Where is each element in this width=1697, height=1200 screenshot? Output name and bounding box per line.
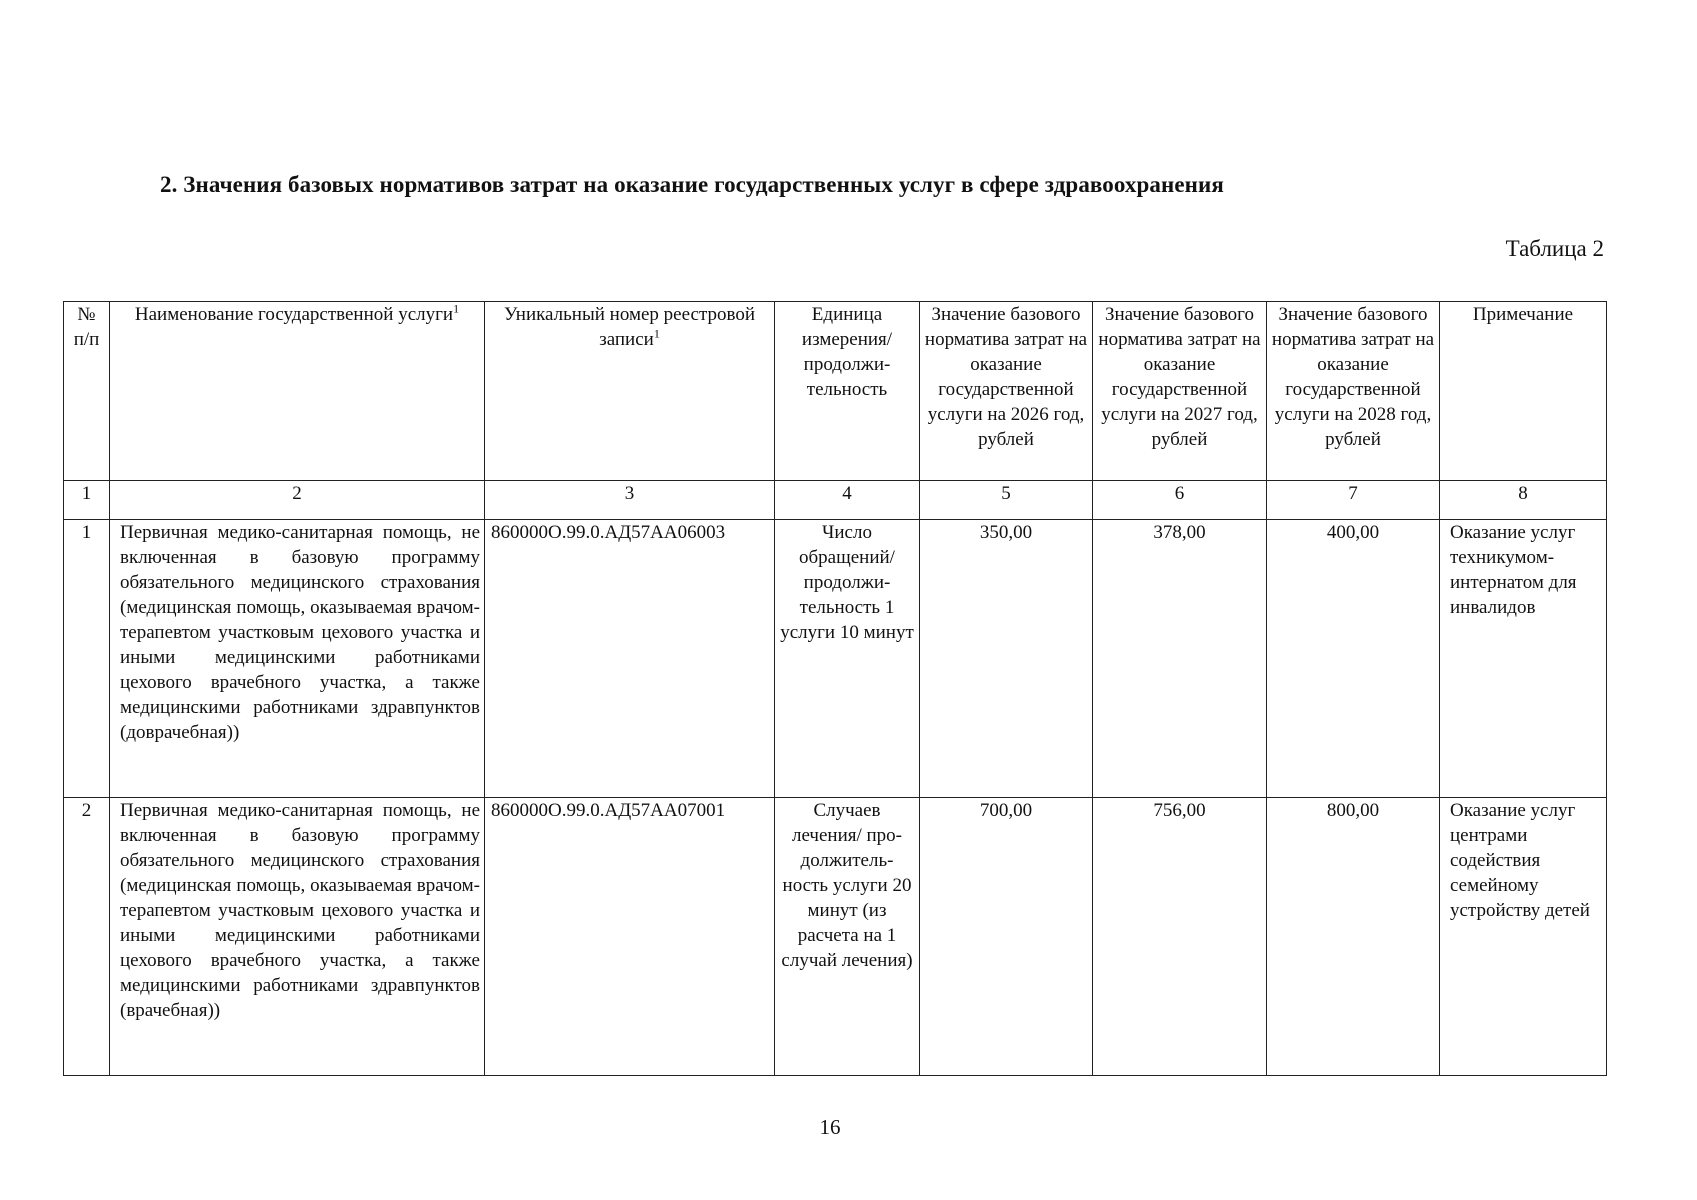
table-row bbox=[64, 798, 1607, 1076]
note: Оказание услуг центрами содействия семейному устройству детей bbox=[1440, 798, 1607, 1076]
service-name: Первичная медико-санитарная помощь, не включенная в базовую программу обязательного медицинского страхования (медицинская помощь, оказываемая врачом-терапевтом участковым цехового участка и иными медицинскими работниками цехового врачебного участка, а также медицинскими работниками здравпунктов (доврачебная)) bbox=[110, 520, 485, 798]
column-number: 4 bbox=[775, 481, 920, 520]
registry-number: 860000О.99.0.АД57АА06003 bbox=[485, 520, 775, 798]
column-number: 6 bbox=[1093, 481, 1267, 520]
column-number: 7 bbox=[1267, 481, 1440, 520]
unit-of-measure: Число обращений/ продолжи-тельность 1 услуги 10 минут bbox=[775, 520, 920, 798]
header-value-2026: Значение базового норматива затрат на оказание государственной услуги на 2026 год, рублей bbox=[920, 302, 1093, 481]
header-value-2028: Значение базового норматива затрат на оказание государственной услуги на 2028 год, рублей bbox=[1267, 302, 1440, 481]
registry-number: 860000О.99.0.АД57АА07001 bbox=[485, 798, 775, 1076]
header-registry-number: Уникальный номер реестровой записи$^1$ bbox=[485, 302, 775, 481]
header-unit: Единица измерения/ продолжи-тельность bbox=[775, 302, 920, 481]
document-title: 2. Значения базовых нормативов затрат на оказание государственных услуг в сфере здравоохранения bbox=[160, 172, 1224, 197]
value-2026: 350,00 bbox=[920, 520, 1093, 798]
column-number: 1 bbox=[64, 481, 110, 520]
column-number: 2 bbox=[110, 481, 485, 520]
row-number: 1 bbox=[64, 520, 110, 798]
header-service-name: Наименование государственной услуги$^1$ bbox=[110, 302, 485, 481]
column-number: 5 bbox=[920, 481, 1093, 520]
service-name: Первичная медико-санитарная помощь, не включенная в базовую программу обязательного медицинского страхования (медицинская помощь, оказываемая врачом-терапевтом участковым цехового участка и иными медицинскими работниками цехового врачебного участка, а также медицинскими работниками здравпунктов (врачебная)) bbox=[110, 798, 485, 1076]
header-note: Примечание bbox=[1440, 302, 1607, 481]
value-2027: 378,00 bbox=[1093, 520, 1267, 798]
column-number: 8 bbox=[1440, 481, 1607, 520]
header-value-2027: Значение базового норматива затрат на оказание государственной услуги на 2027 год, рублей bbox=[1093, 302, 1267, 481]
value-2028: 400,00 bbox=[1267, 520, 1440, 798]
column-number-row bbox=[64, 481, 1607, 520]
table-label: Таблица 2 bbox=[1505, 236, 1604, 261]
note: Оказание услуг техникумом-интернатом для инвалидов bbox=[1440, 520, 1607, 798]
header-number: № п/п bbox=[64, 302, 110, 481]
unit-of-measure: Случаев лечения/ про-должитель-ность услуги 20 минут (из расчета на 1 случай лечения) bbox=[775, 798, 920, 1076]
row-number: 2 bbox=[64, 798, 110, 1076]
cost-norms-table bbox=[63, 301, 1607, 1076]
table-row bbox=[64, 520, 1607, 798]
column-number: 3 bbox=[485, 481, 775, 520]
value-2028: 800,00 bbox=[1267, 798, 1440, 1076]
value-2027: 756,00 bbox=[1093, 798, 1267, 1076]
page-number: 16 bbox=[819, 1115, 841, 1139]
table-header-row bbox=[64, 302, 1607, 481]
value-2026: 700,00 bbox=[920, 798, 1093, 1076]
